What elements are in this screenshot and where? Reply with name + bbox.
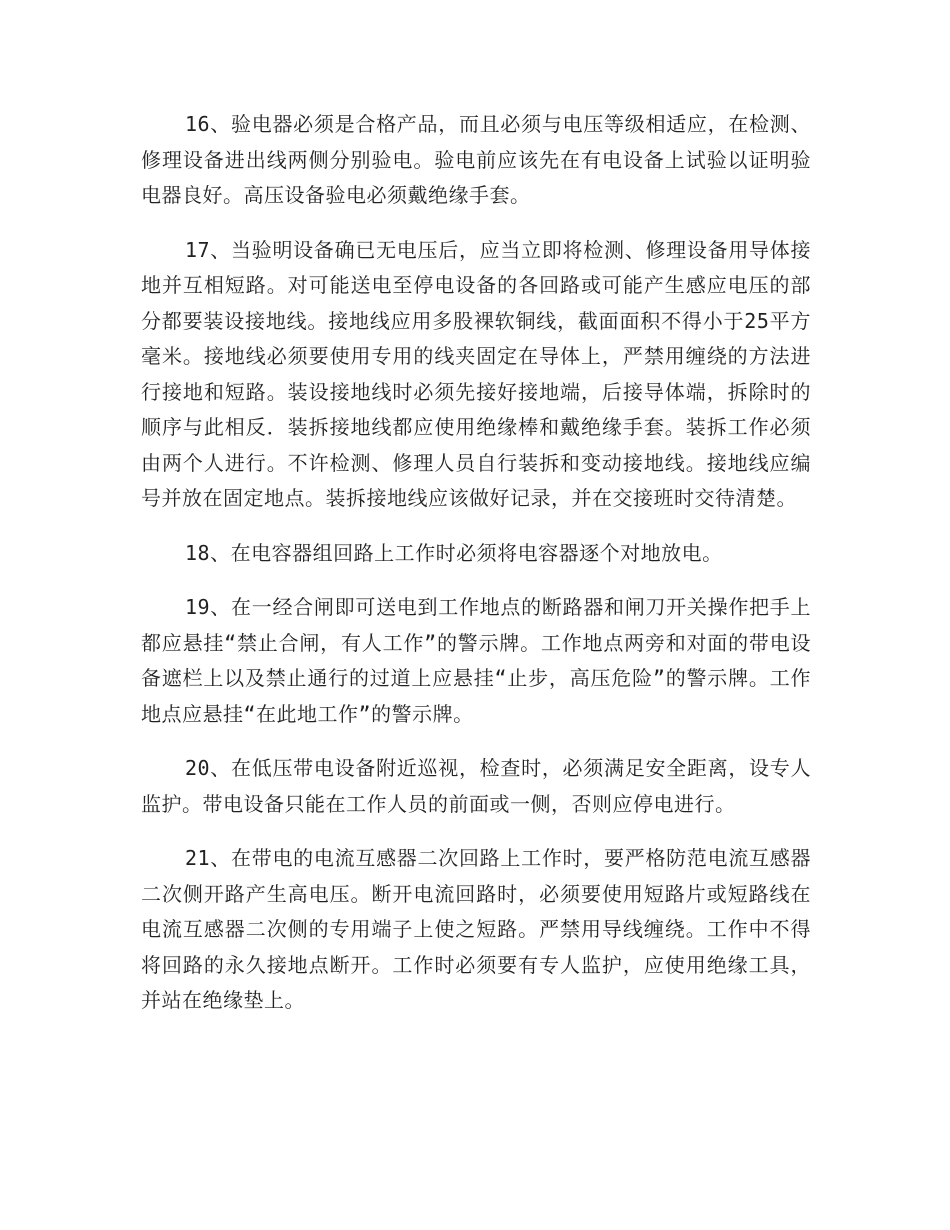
paragraph-19: 19、在一经合闸即可送电到工作地点的断路器和闸刀开关操作把手上都应悬挂“禁止合闸，有人工作”的警示牌。工作地点两旁和对面的带电设备遮栏上以及禁止通行的过道上应悬挂“止步，高压危险”的警示牌。工作地点应悬挂“在此地工作”的警示牌。: [141, 595, 811, 726]
paragraph-18: 18、在电容器组回路上工作时必须将电容器逐个对地放电。: [185, 540, 723, 565]
paragraph-21: 21、在带电的电流互感器二次回路上工作时，要严格防范电流互感器二次侧开路产生高电压。断开电流回路时，必须要使用短路片或短路线在电流互感器二次侧的专用端子上使之短路。严禁用导线缠绕。工作中不得将回路的永久接地点断开。工作时必须要有专人监护，应使用绝缘工具，并站在绝缘垫上。: [141, 846, 811, 1012]
paragraph-16: 16、验电器必须是合格产品，而且必须与电压等级相适应，在检测、修理设备进出线两侧分别验电。验电前应该先在有电设备上试验以证明验电器良好。高压设备验电必须戴绝缘手套。: [141, 112, 811, 207]
paragraph-20: 20、在低压带电设备附近巡视，检查时，必须满足安全距离，设专人监护。带电设备只能在工作人员的前面或一侧，否则应停电进行。: [141, 756, 811, 816]
document-body: [141, 107, 811, 1038]
paragraph-17: 17、当验明设备确已无电压后，应当立即将检测、修理设备用导体接地并互相短路。对可能送电至停电设备的各回路或可能产生感应电压的部分都要装设接地线。接地线应用多股裸软铜线，截面面积不得小于25平方毫米。接地线必须要使用专用的线夹固定在导体上，严禁用缠绕的方法进行接地和短路。装设接地线时必须先接好接地端，后接导体端，拆除时的顺序与此相反．装拆接地线都应使用绝缘棒和戴绝缘手套。装拆工作必须由两个人进行。不许检测、修理人员自行装拆和变动接地线。接地线应编号并放在固定地点。装拆接地线应该做好记录，并在交接班时交待清楚。: [141, 237, 811, 510]
